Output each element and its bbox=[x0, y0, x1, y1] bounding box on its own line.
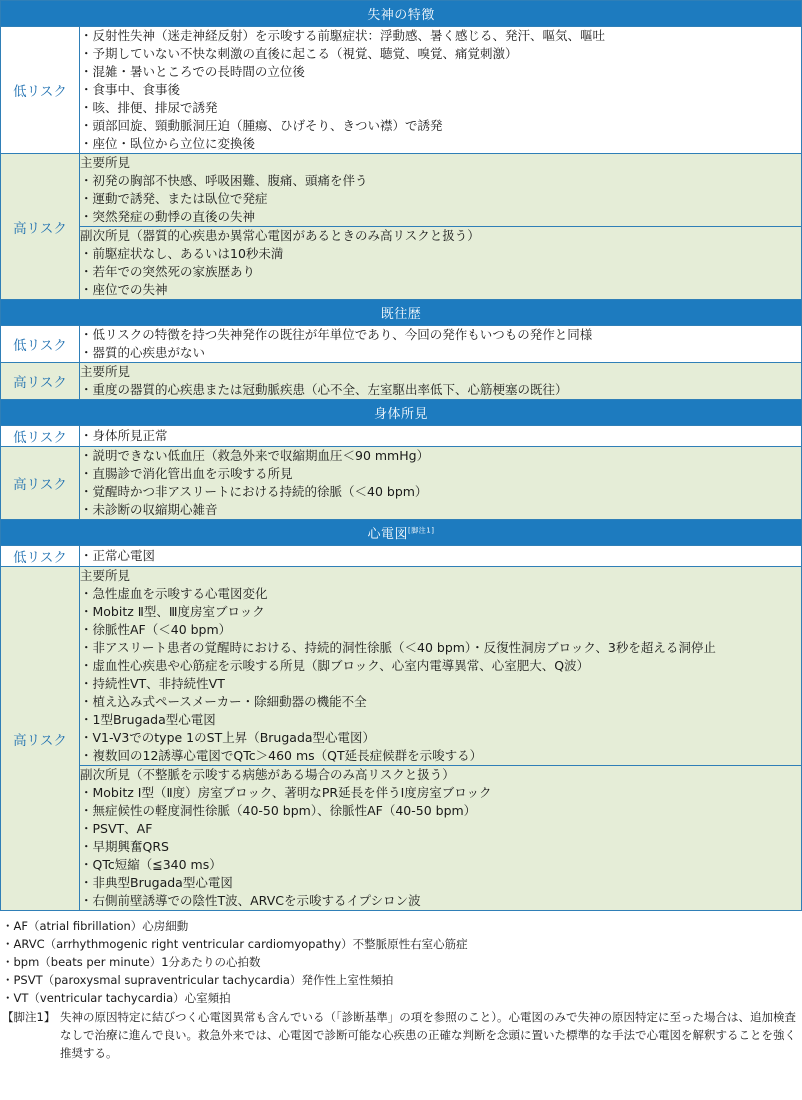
abbreviation-item: ・PSVT（paroxysmal supraventricular tachycardia）発作性上室性頻拍 bbox=[2, 973, 394, 987]
abbreviation-item: ・VT（ventricular tachycardia）心室頻拍 bbox=[2, 991, 231, 1005]
criteria-item: ・突然発症の動悸の直後の失神 bbox=[80, 209, 256, 224]
risk-row bbox=[1, 326, 802, 363]
criteria-item: ・説明できない低血圧（救急外来で収縮期血圧＜90 mmHg） bbox=[80, 448, 430, 463]
criteria-cell bbox=[80, 546, 802, 567]
section-header bbox=[1, 520, 802, 546]
criteria-item: ・早期興奮QRS bbox=[80, 839, 169, 854]
criteria-item: ・未診断の収縮期心雑音 bbox=[80, 502, 218, 517]
section-header bbox=[1, 400, 802, 426]
high-risk-label: 高リスク bbox=[1, 363, 80, 400]
criteria-item: ・1型Brugada型心電図 bbox=[80, 712, 216, 727]
risk-row bbox=[1, 766, 802, 911]
criteria-item: ・Mobitz Ⅰ型（Ⅱ度）房室ブロック、著明なPR延長を伴うⅠ度房室ブロック bbox=[80, 785, 492, 800]
footnote-text: 失神の原因特定に結びつく心電図異常も含んでいる（「診断基準」の項を参照のこと）。心電図のみで失神の原因特定に至った場合は、追加検査なしで治療に進んで良い。救急外来では、心電図で診断可能な心疾患の正確な判断を念頭に置いた標準的な手法で心電図を解釈することを強く推奨する。 bbox=[60, 1010, 796, 1060]
criteria-item: ・複数回の12誘導心電図でQTc＞460 ms（QT延長症候群を示唆する） bbox=[80, 748, 483, 763]
criteria-item: ・前駆症状なし、あるいは10秒未満 bbox=[80, 246, 284, 261]
risk-row bbox=[1, 426, 802, 447]
criteria-item: ・非典型Brugada型心電図 bbox=[80, 875, 233, 890]
criteria-item: ・非アスリート患者の覚醒時における、持続的洞性徐脈（＜40 bpm）・反復性洞房ブロック、3秒を超える洞停止 bbox=[80, 640, 716, 655]
criteria-cell bbox=[80, 426, 802, 447]
criteria-item: ・座位での失神 bbox=[80, 282, 168, 297]
low-risk-label: 低リスク bbox=[1, 546, 80, 567]
criteria-cell bbox=[80, 447, 802, 520]
section-header bbox=[1, 300, 802, 326]
criteria-cell bbox=[80, 363, 802, 400]
criteria-item: ・正常心電図 bbox=[80, 548, 156, 563]
abbreviation-item: ・ARVC（arrhythmogenic right ventricular cardiomyopathy）不整脈原性右室心筋症 bbox=[2, 937, 468, 951]
criteria-cell bbox=[80, 227, 802, 300]
criteria-item: ・覚醒時かつ非アスリートにおける持続的徐脈（＜40 bpm） bbox=[80, 484, 428, 499]
criteria-item: ・器質的心疾患がない bbox=[80, 345, 206, 360]
risk-row bbox=[1, 363, 802, 400]
footnote-ref: [脚注1] bbox=[408, 526, 435, 535]
section-title: 失神の特徴 bbox=[367, 8, 435, 23]
section-title: 既往歴 bbox=[380, 307, 422, 322]
criteria-item: ・QTc短縮（≦340 ms） bbox=[80, 857, 222, 872]
footnote bbox=[0, 1008, 802, 1062]
criteria-item: ・直腸診で消化管出血を示唆する所見 bbox=[80, 466, 293, 481]
criteria-cell bbox=[80, 154, 802, 227]
criteria-cell bbox=[80, 326, 802, 363]
low-risk-label: 低リスク bbox=[1, 426, 80, 447]
criteria-cell bbox=[80, 567, 802, 766]
criteria-item: ・若年での突然死の家族歴あり bbox=[80, 264, 256, 279]
criteria-item: ・反射性失神（迷走神経反射）を示唆する前駆症状：浮動感、暑く感じる、発汗、嘔気、嘔吐 bbox=[80, 28, 606, 43]
criteria-item: ・急性虚血を示唆する心電図変化 bbox=[80, 586, 268, 601]
risk-row bbox=[1, 227, 802, 300]
criteria-item: ・徐脈性AF（＜40 bpm） bbox=[80, 622, 232, 637]
criteria-item: ・持続性VT、非持続性VT bbox=[80, 676, 225, 691]
footnote-tag: 【脚注1】 bbox=[2, 1010, 56, 1024]
section-title: 身体所見 bbox=[373, 407, 428, 422]
criteria-item: ・重度の器質的心疾患または冠動脈疾患（心不全、左室駆出率低下、心筋梗塞の既往） bbox=[80, 382, 568, 397]
section-title: 心電図 bbox=[367, 527, 409, 542]
criteria-item: ・頭部回旋、頸動脈洞圧迫（腫瘍、ひげそり、きつい襟）で誘発 bbox=[80, 118, 443, 133]
criteria-item: ・座位・臥位から立位に変換後 bbox=[80, 136, 256, 151]
high-risk-label: 高リスク bbox=[1, 447, 80, 520]
criteria-item: ・運動で誘発、または臥位で発症 bbox=[80, 191, 268, 206]
criteria-item: ・初発の胸部不快感、呼吸困難、腹痛、頭痛を伴う bbox=[80, 173, 368, 188]
criteria-item: 主要所見 bbox=[80, 568, 131, 583]
criteria-item: ・PSVT、AF bbox=[80, 821, 153, 836]
risk-row bbox=[1, 154, 802, 227]
criteria-cell bbox=[80, 27, 802, 154]
abbreviation-item: ・bpm（beats per minute）1分あたりの心拍数 bbox=[2, 955, 261, 969]
risk-row bbox=[1, 447, 802, 520]
criteria-item: ・咳、排便、排尿で誘発 bbox=[80, 100, 218, 115]
criteria-item: ・低リスクの特徴を持つ失神発作の既往が年単位であり、今回の発作もいつもの発作と同様 bbox=[80, 327, 593, 342]
criteria-item: ・虚血性心疾患や心筋症を示唆する所見（脚ブロック、心室内電導異常、心室肥大、Q波） bbox=[80, 658, 590, 673]
criteria-item: 副次所見（器質的心疾患か異常心電図があるときのみ高リスクと扱う） bbox=[80, 228, 480, 243]
high-risk-label: 高リスク bbox=[1, 154, 80, 300]
section-header bbox=[1, 1, 802, 27]
risk-row bbox=[1, 27, 802, 154]
criteria-item: ・Mobitz Ⅱ型、Ⅲ度房室ブロック bbox=[80, 604, 265, 619]
criteria-item: ・予期していない不快な刺激の直後に起こる（視覚、聴覚、嗅覚、痛覚刺激） bbox=[80, 46, 518, 61]
criteria-item: ・身体所見正常 bbox=[80, 428, 168, 443]
criteria-item: ・混雑・暑いところでの長時間の立位後 bbox=[80, 64, 305, 79]
criteria-item: ・無症候性の軽度洞性徐脈（40-50 bpm）、徐脈性AF（40-50 bpm） bbox=[80, 803, 477, 818]
high-risk-label: 高リスク bbox=[1, 567, 80, 911]
criteria-item: ・植え込み式ペースメーカー・除細動器の機能不全 bbox=[80, 694, 367, 709]
criteria-item: 主要所見 bbox=[80, 364, 131, 379]
criteria-item: ・食事中、食事後 bbox=[80, 82, 181, 97]
low-risk-label: 低リスク bbox=[1, 326, 80, 363]
abbreviation-list bbox=[0, 911, 802, 1007]
criteria-item: 副次所見（不整脈を示唆する病態がある場合のみ高リスクと扱う） bbox=[80, 767, 455, 782]
criteria-item: 主要所見 bbox=[80, 155, 131, 170]
risk-row bbox=[1, 567, 802, 766]
criteria-cell bbox=[80, 766, 802, 911]
criteria-item: ・V1-V3でのtype 1のST上昇（Brugada型心電図） bbox=[80, 730, 376, 745]
criteria-item: ・右側前壁誘導での陰性T波、ARVCを示唆するイプシロン波 bbox=[80, 893, 421, 908]
risk-row bbox=[1, 546, 802, 567]
low-risk-label: 低リスク bbox=[1, 27, 80, 154]
abbreviation-item: ・AF（atrial fibrillation）心房細動 bbox=[2, 919, 189, 933]
